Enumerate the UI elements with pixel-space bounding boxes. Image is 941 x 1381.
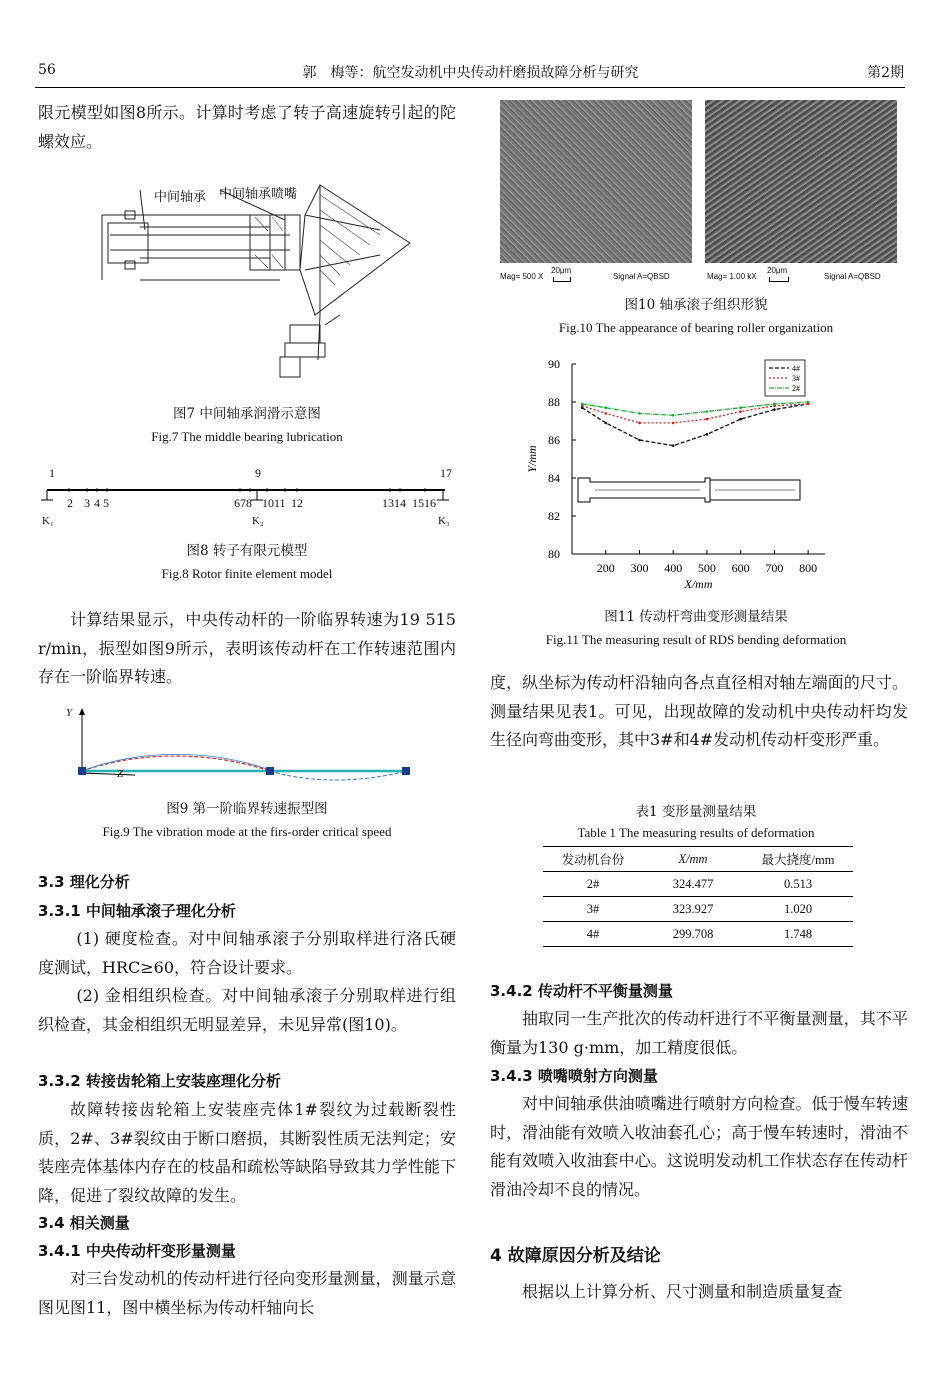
issue-number: 第2期 [867, 65, 904, 81]
micro-right-mag: Mag= 1.00 kX [707, 272, 757, 281]
x-tick-label: 700 [765, 561, 784, 575]
series-point [604, 422, 607, 425]
fig9-axis-z: Z [117, 768, 124, 780]
table-header-engine: 发动机台份 [561, 853, 625, 867]
y-tick-label: 90 [548, 357, 560, 371]
micrograph-left [500, 100, 692, 263]
housing-paragraph: 故障转接齿轮箱上安装座壳体1#裂纹为过载断裂性质，2#、3#裂纹由于断口磨损，其断裂性质无法判定；安装座壳体基体内存在的枝晶和疏松等缺陷导致其力学性能下降，促进了裂纹故障的发生。 [38, 1100, 456, 1205]
y-tick-label: 88 [548, 395, 560, 409]
table-header-x: X/mm [678, 851, 708, 866]
y-tick-label: 80 [548, 547, 560, 561]
table1-caption-cn: 表1 变形量测量结果 [635, 804, 757, 820]
x-tick-label: 200 [596, 561, 615, 575]
metallography-paragraph: (2) 金相组织检查。对中间轴承滚子分别取样进行组织检查，其金相组织无明显差异，未见异常(图10)。 [38, 986, 456, 1034]
table-header-row [543, 847, 853, 872]
series-point [638, 412, 641, 415]
series-point [706, 433, 709, 436]
series-point [773, 408, 776, 411]
fig10-caption-cn: 图10 轴承滚子组织形貌 [624, 297, 768, 313]
micro-right-scale: 20μm [767, 266, 788, 275]
fig8-support-k3: K₃ [438, 515, 450, 527]
section-3-3-1: 3.3.1 中间轴承滚子理化分析 [38, 902, 236, 920]
series-point [604, 412, 607, 415]
series-point [672, 414, 675, 417]
header-rule [35, 87, 905, 88]
series-point [672, 422, 675, 425]
table-row [543, 897, 853, 922]
legend-label: 4# [792, 364, 800, 373]
unbalance-paragraph: 抽取同一生产批次的传动杆进行不平衡量测量，其不平衡量为130 g·mm，加工精度很低。 [490, 1009, 908, 1057]
legend-label: 2# [792, 384, 800, 393]
fig9-caption-en: Fig.9 The vibration mode at the firs-order critical speed [102, 824, 392, 839]
y-tick-label: 82 [548, 509, 560, 523]
fig7-caption-en: Fig.7 The middle bearing lubrication [151, 429, 343, 444]
fig11-deformation-chart [500, 350, 840, 598]
micro-left-signal: Signal A=QBSD [613, 272, 670, 281]
fig7-caption-cn: 图7 中间轴承润滑示意图 [173, 406, 321, 422]
x-axis-label: X/mm [684, 577, 713, 591]
fig8-node-12: 12 [291, 496, 303, 510]
fig7-label-nozzle: 中间轴承喷嘴 [219, 187, 298, 202]
section-3-3-2: 3.3.2 转接齿轮箱上安装座理化分析 [38, 1072, 281, 1090]
legend-label: 3# [792, 374, 800, 383]
fig8-node-17: 17 [440, 466, 452, 480]
series-point [739, 406, 742, 409]
y-tick-label: 86 [548, 433, 560, 447]
fig9-axis-y: Y [66, 707, 73, 719]
fig11-caption-en: Fig.11 The measuring result of RDS bending deformation [545, 632, 847, 647]
y-tick-label: 84 [548, 471, 560, 485]
fig8-node-678: 678 [234, 496, 252, 510]
fig8-node-1314: 1314 [382, 496, 406, 510]
fig8-node-1: 1 [49, 466, 55, 480]
table-cell: 2# [586, 876, 600, 891]
fig8-node-4: 4 [94, 496, 100, 510]
hardness-paragraph: (1) 硬度检查。对中间轴承滚子分别取样进行洛氏硬度测试，HRC≥60，符合设计要求。 [38, 929, 456, 977]
series-point [773, 403, 776, 406]
series-point [739, 418, 742, 421]
series-point [672, 444, 675, 447]
table-cell: 3# [586, 901, 600, 916]
table-row [543, 872, 853, 897]
x-tick-label: 600 [731, 561, 750, 575]
fig8-node-1011: 1011 [262, 496, 286, 510]
fig11-caption-cn: 图11 传动杆弯曲变形测量结果 [604, 609, 788, 625]
fig10-caption-en: Fig.10 The appearance of bearing roller organization [558, 320, 834, 335]
conclusion-paragraph: 根据以上计算分析、尺寸测量和制造质量复查 [522, 1282, 843, 1301]
y-axis-label: Y/mm [525, 445, 539, 473]
micro-left-scale: 20μm [551, 266, 572, 275]
series-point [638, 439, 641, 442]
section-3-4-1: 3.4.1 中央传动杆变形量测量 [38, 1242, 236, 1260]
section-4: 4 故障原因分析及结论 [490, 1246, 661, 1266]
section-3-3: 3.3 理化分析 [38, 873, 130, 891]
fig8-caption-cn: 图8 转子有限元模型 [186, 543, 308, 559]
table-cell: 299.708 [672, 926, 714, 941]
deformation-continued-paragraph: 度，纵坐标为传动杆沿轴向各点直径相对轴左端面的尺寸。测量结果见表1。可见，出现故障的发动机中央传动杆均发生径向弯曲变形，其中3#和4#发动机传动杆变形严重。 [490, 673, 908, 749]
fig8-support-k1: K₁ [42, 515, 54, 527]
intro-paragraph: 限元模型如图8所示。计算时考虑了转子高速旋转引起的陀螺效应。 [38, 103, 456, 151]
table-cell: 1.020 [783, 901, 813, 916]
table1-deformation [543, 846, 853, 947]
result-paragraph: 计算结果显示，中央传动杆的一阶临界转速为19 515 r/min，振型如图9所示，表明该传动杆在工作转速范围内存在一阶临界转速。 [38, 610, 456, 686]
table-cell: 324.477 [672, 876, 714, 891]
micro-left-mag: Mag= 500 X [500, 272, 544, 281]
table1-caption-en: Table 1 The measuring results of deformation [577, 825, 815, 840]
section-3-4: 3.4 相关测量 [38, 1214, 130, 1232]
x-tick-label: 800 [799, 561, 818, 575]
table-row [543, 922, 853, 947]
deformation-paragraph: 对三台发动机的传动杆进行径向变形量测量，测量示意图见图11，图中横坐标为传动杆轴向长 [38, 1269, 456, 1317]
table-cell: 0.513 [783, 876, 813, 891]
table-header-deflection: 最大挠度/mm [761, 853, 835, 867]
running-title: 郭 梅等：航空发动机中央传动杆磨损故障分析与研究 [302, 65, 639, 81]
fig7-label-bearing: 中间轴承 [154, 190, 207, 205]
page-number: 56 [38, 62, 56, 78]
fig8-caption-en: Fig.8 Rotor finite element model [161, 566, 333, 581]
x-tick-label: 400 [664, 561, 683, 575]
x-tick-label: 300 [630, 561, 649, 575]
series-point [638, 422, 641, 425]
table-cell: 323.927 [672, 901, 714, 916]
section-3-4-3: 3.4.3 喷嘴喷射方向测量 [490, 1067, 658, 1085]
series-point [739, 410, 742, 413]
series-point [706, 418, 709, 421]
fig8-node-9: 9 [255, 466, 261, 480]
fig9-caption-cn: 图9 第一阶临界转速振型图 [166, 801, 328, 817]
fig8-node-1516: 1516 [412, 496, 436, 510]
table-cell: 1.748 [783, 926, 813, 941]
fig8-support-k2: K₂ [252, 515, 264, 527]
fig7-lubrication-diagram [80, 175, 420, 390]
series-point [604, 406, 607, 409]
section-3-4-2: 3.4.2 传动杆不平衡量测量 [490, 982, 673, 1000]
micrograph-right [705, 100, 897, 263]
series-point [807, 401, 810, 404]
micro-left-scalebar [553, 277, 571, 282]
series-point [706, 410, 709, 413]
x-tick-label: 500 [697, 561, 716, 575]
nozzle-paragraph: 对中间轴承供油喷嘴进行喷射方向检查。低于慢车转速时，滑油能有效喷入收油套孔心；高于慢车转速时，滑油不能有效喷入收油套中心。这说明发动机工作状态存在传动杆滑油冷却不良的情况。 [490, 1094, 908, 1199]
table-cell: 4# [586, 926, 600, 941]
fig9-vibration-mode [60, 703, 430, 788]
fig8-node-2: 2 [67, 496, 73, 510]
series-point [581, 403, 584, 406]
micro-right-scalebar [769, 277, 789, 282]
fig8-node-3: 3 [84, 496, 90, 510]
fig8-node-5: 5 [103, 496, 109, 510]
micro-right-signal: Signal A=QBSD [824, 272, 881, 281]
